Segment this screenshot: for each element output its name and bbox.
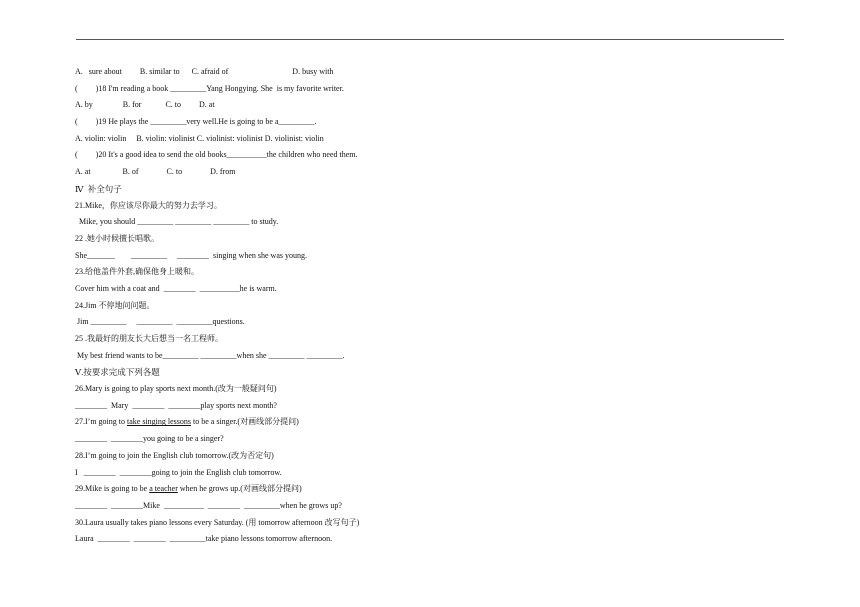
question-22-answer: She_______ _________ ________ singing when she was young. xyxy=(75,250,307,260)
section-iv-heading: Ⅳ 补全句子 xyxy=(75,183,122,194)
question-18: ( )18 I'm reading a book _________Yang Hongying. She is my favorite writer. xyxy=(75,83,344,93)
q29-prefix: 29.Mike is going to be xyxy=(75,484,150,494)
question-27-prompt xyxy=(75,414,795,431)
q27-underlined: take singing lessons xyxy=(127,417,191,427)
question-30-answer: Laura ________ ________ _________take piano lessons tomorrow afternoon. xyxy=(75,534,333,544)
section-v-heading: Ⅴ.按要求完成下列各题 xyxy=(75,367,160,378)
q29-suffix: when he grows up.(对画线部分提问) xyxy=(177,484,302,494)
question-29-answer: ________ ________Mike __________ ________ _________when he grows up? xyxy=(75,500,342,510)
question-26-prompt: 26.Mary is going to play sports next month.(改为一般疑问句) xyxy=(75,384,277,394)
question-22-prompt: 22 .她小时候擅长唱歌。 xyxy=(75,233,159,243)
question-26-answer: ________ Mary ________ ________play sports next month? xyxy=(75,400,277,410)
question-23-answer: Cover him with a coat and ________ __________he is warm. xyxy=(75,283,277,293)
question-30-prompt: 30.Laura usually takes piano lessons every Saturday. (用 tomorrow afternoon 改写句子) xyxy=(75,517,360,527)
question-24-prompt: 24.Jim 不停地问问题。 xyxy=(75,300,155,310)
q20-options: A. at B. of C. to D. from xyxy=(75,167,236,177)
question-23-prompt: 23.给他盖件外套,确保他身上暖和。 xyxy=(75,267,199,277)
q29-underlined: a teacher xyxy=(149,484,178,494)
question-21-answer: Mike, you should _________ _________ _________ to study. xyxy=(75,217,279,227)
question-20: ( )20 It's a good idea to send the old books__________the children who need them. xyxy=(75,150,358,160)
q27-suffix: to be a singer.(对画线部分提问) xyxy=(191,417,299,427)
q27-prefix: 27.I’m going to xyxy=(75,417,127,427)
top-rule xyxy=(76,39,784,40)
question-25-answer: My best friend wants to be_________ _________when she _________ _________. xyxy=(75,350,345,360)
question-21-prompt: 21.Mike，你应该尽你最大的努力去学习。 xyxy=(75,200,222,210)
question-19: ( )19 He plays the _________very well.He is going to be a_________. xyxy=(75,117,317,127)
question-28-prompt: 28.I’m going to join the English club tomorrow.(改为否定句) xyxy=(75,450,274,460)
question-28-answer: I ________ ________going to join the English club tomorrow. xyxy=(75,467,282,477)
q17-options: A. sure about B. similar to C. afraid of D. busy with xyxy=(75,67,334,76)
question-27-answer: ________ ________you going to be a singer? xyxy=(75,434,224,444)
q18-options: A. by B. for C. to D. at xyxy=(75,100,215,110)
text-body xyxy=(75,64,795,548)
question-29-prompt xyxy=(75,481,795,498)
question-24-answer: Jim _________ _________ _________questions. xyxy=(75,317,245,327)
question-25-prompt: 25 .我最好的朋友长大后想当一名工程师。 xyxy=(75,334,223,343)
q19-options: A. violin: violin B. violin: violinist C. violinist: violinist D. violinist: violin xyxy=(75,133,324,143)
